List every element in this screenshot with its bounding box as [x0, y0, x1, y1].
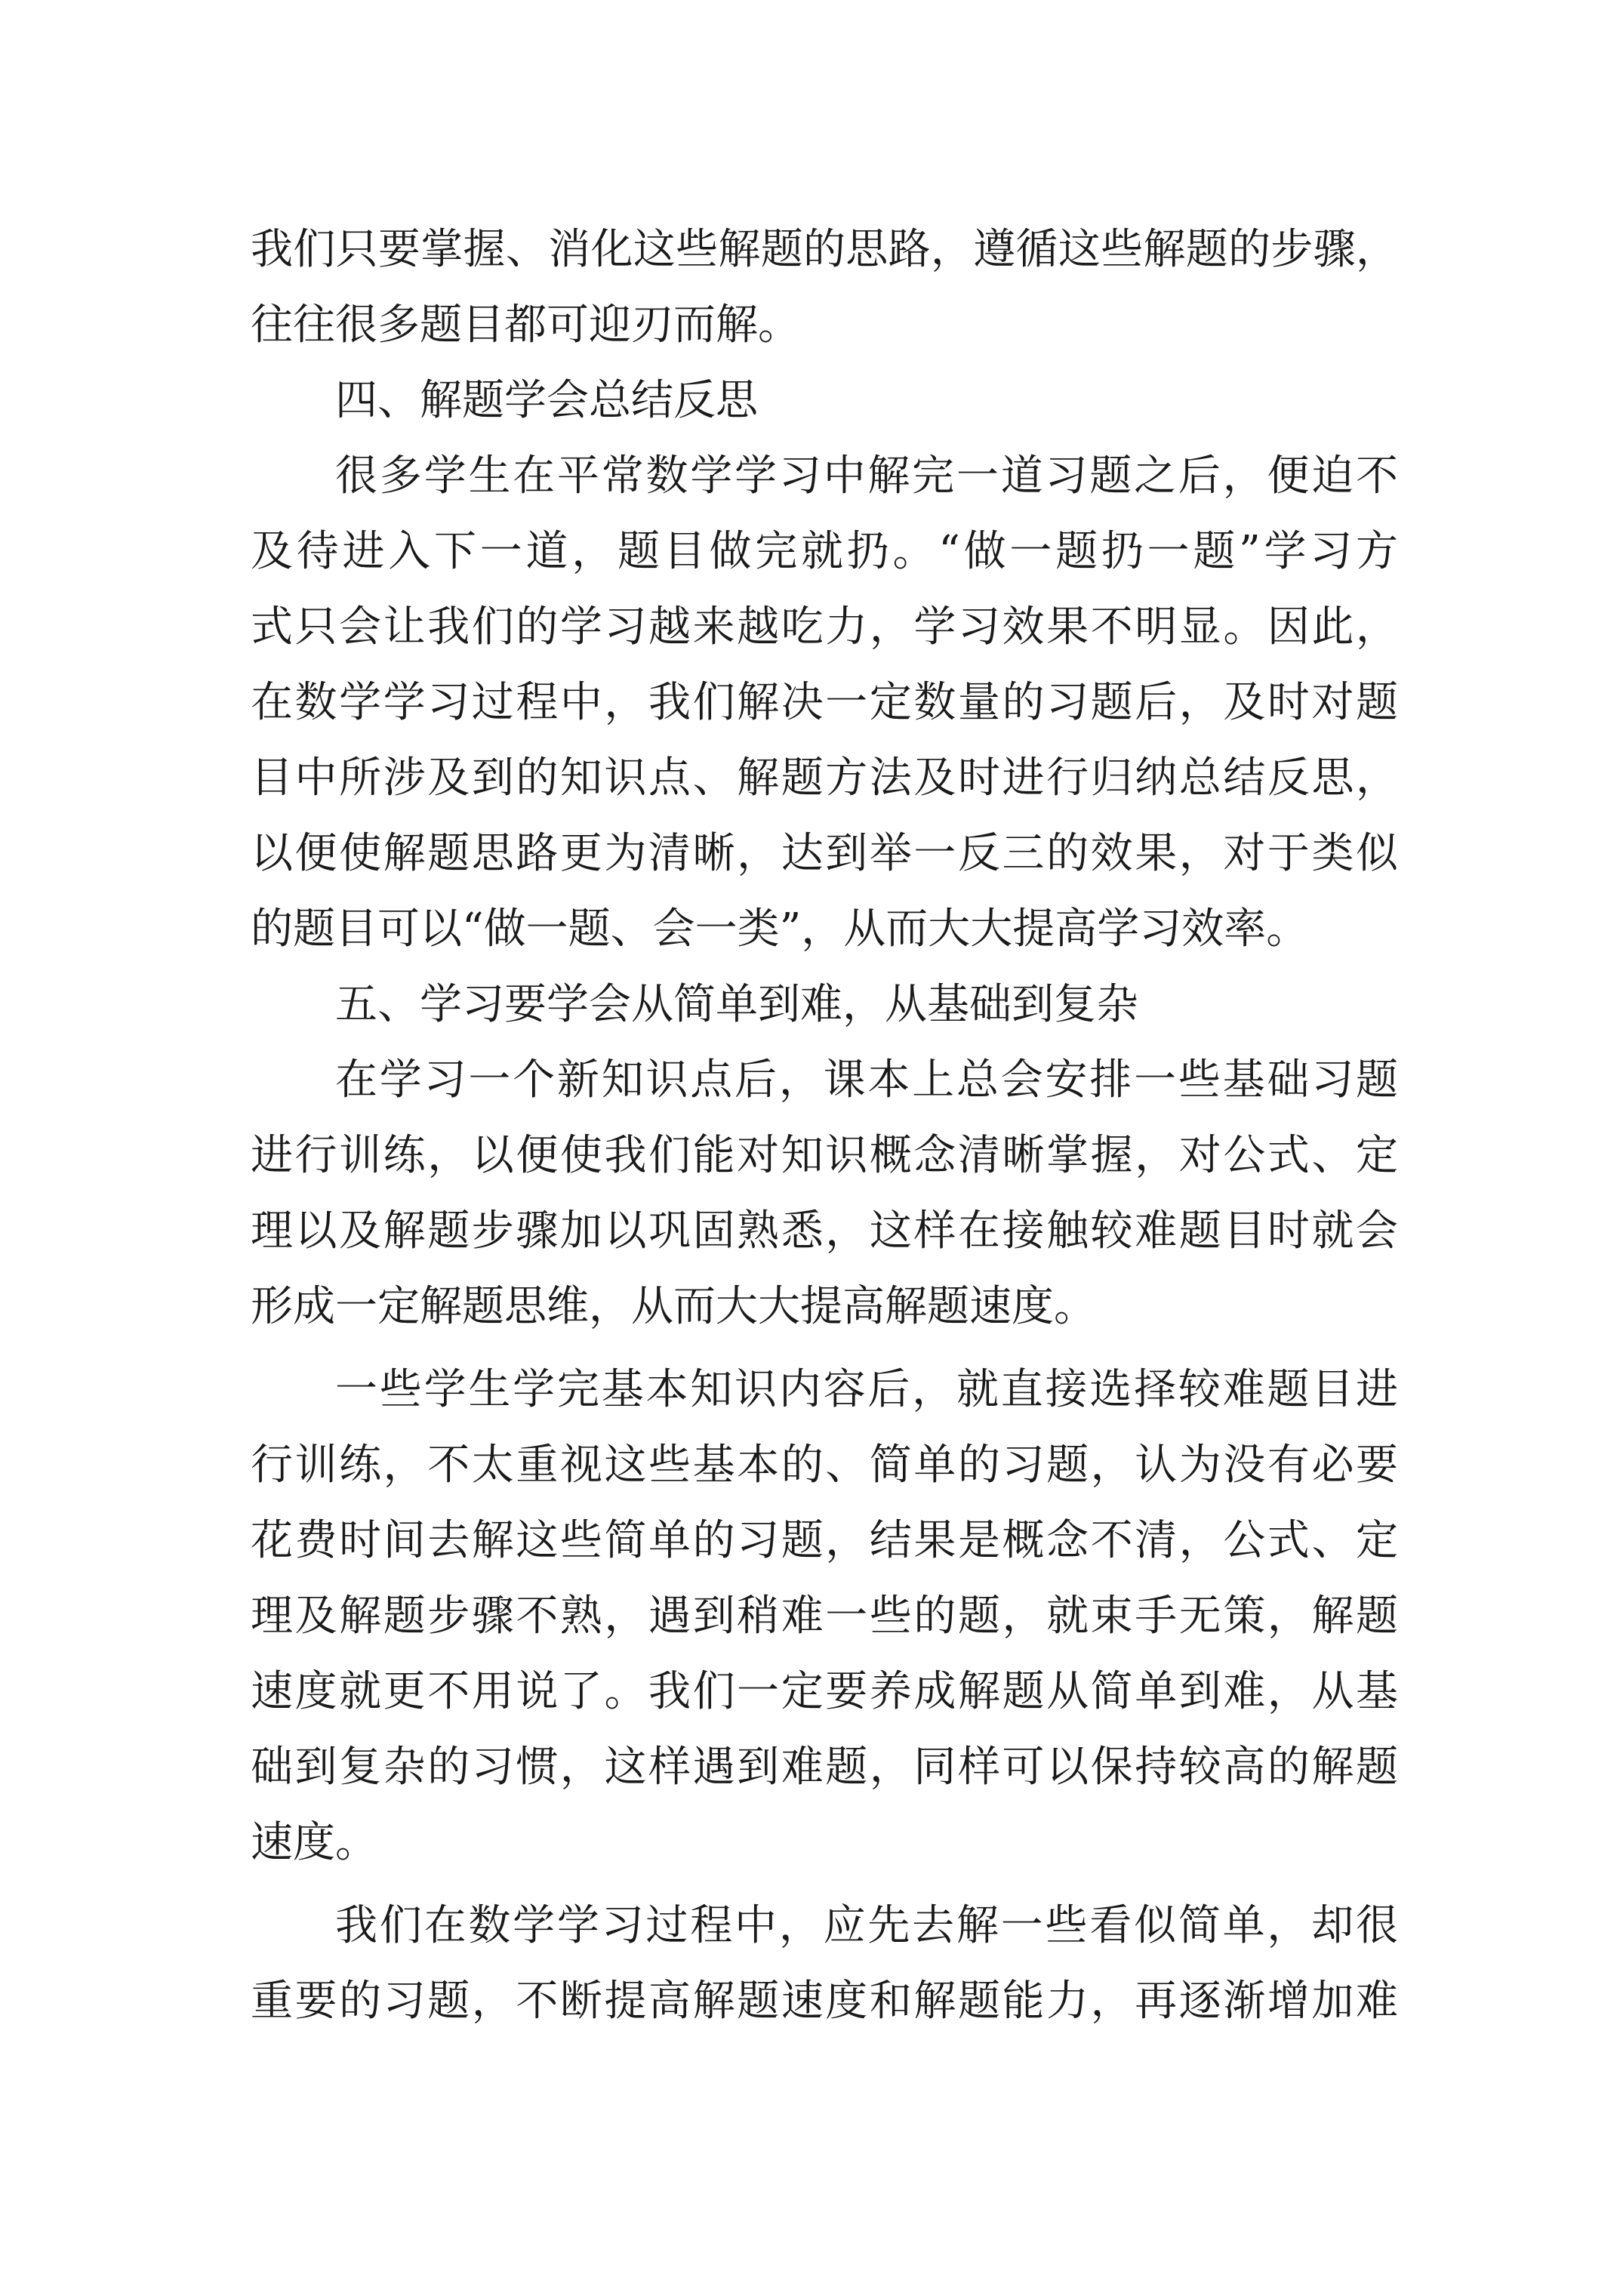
text-line: 的题目可以“做一题、会一类”，从而大大提高学习效率。 — [251, 905, 1309, 954]
text-line: 我们只要掌握、消化这些解题的思路，遵循这些解题的步骤， — [251, 225, 1398, 274]
text-line: 我们在数学学习过程中，应先去解一些看似简单，却很 — [335, 1901, 1398, 1950]
text-line: 行训练，不太重视这些基本的、简单的习题，认为没有必要 — [251, 1441, 1398, 1490]
text-line: 一些学生学完基本知识内容后，就直接选择较难题目进 — [335, 1365, 1398, 1414]
text-line: 很多学生在平常数学学习中解完一道习题之后，便迫不 — [335, 451, 1398, 501]
text-line: 础到复杂的习惯，这样遇到难题，同样可以保持较高的解题 — [251, 1743, 1398, 1792]
text-line: 在学习一个新知识点后，课本上总会安排一些基础习题 — [335, 1056, 1398, 1105]
text-line: 目中所涉及到的知识点、解题方法及时进行归纳总结反思， — [251, 754, 1398, 803]
text-line: 以便使解题思路更为清晰，达到举一反三的效果，对于类似 — [251, 829, 1398, 878]
text-line: 理及解题步骤不熟，遇到稍难一些的题，就束手无策，解题 — [251, 1592, 1398, 1641]
section-heading: 四、解题学会总结反思 — [335, 376, 758, 425]
section-heading: 五、学习要学会从简单到难，从基础到复杂 — [335, 980, 1138, 1029]
text-line: 花费时间去解这些简单的习题，结果是概念不清，公式、定 — [251, 1516, 1398, 1565]
text-line: 在数学学习过程中，我们解决一定数量的习题后，及时对题 — [251, 678, 1398, 727]
text-line: 往往很多题目都可迎刃而解。 — [251, 300, 800, 350]
text-line: 重要的习题，不断提高解题速度和解题能力，再逐渐增加难 — [251, 1977, 1398, 2026]
text-line: 式只会让我们的学习越来越吃力，学习效果不明显。因此， — [251, 603, 1398, 652]
text-line: 速度就更不用说了。我们一定要养成解题从简单到难，从基 — [251, 1667, 1398, 1716]
text-line: 及待进入下一道，题目做完就扔。“做一题扔一题”学习方 — [251, 527, 1398, 576]
text-line: 理以及解题步骤加以巩固熟悉，这样在接触较难题目时就会 — [251, 1207, 1398, 1256]
text-line: 速度。 — [251, 1818, 377, 1867]
text-line: 进行训练，以便使我们能对知识概念清晰掌握，对公式、定 — [251, 1131, 1398, 1180]
text-line: 形成一定解题思维，从而大大提高解题速度。 — [251, 1282, 1096, 1331]
